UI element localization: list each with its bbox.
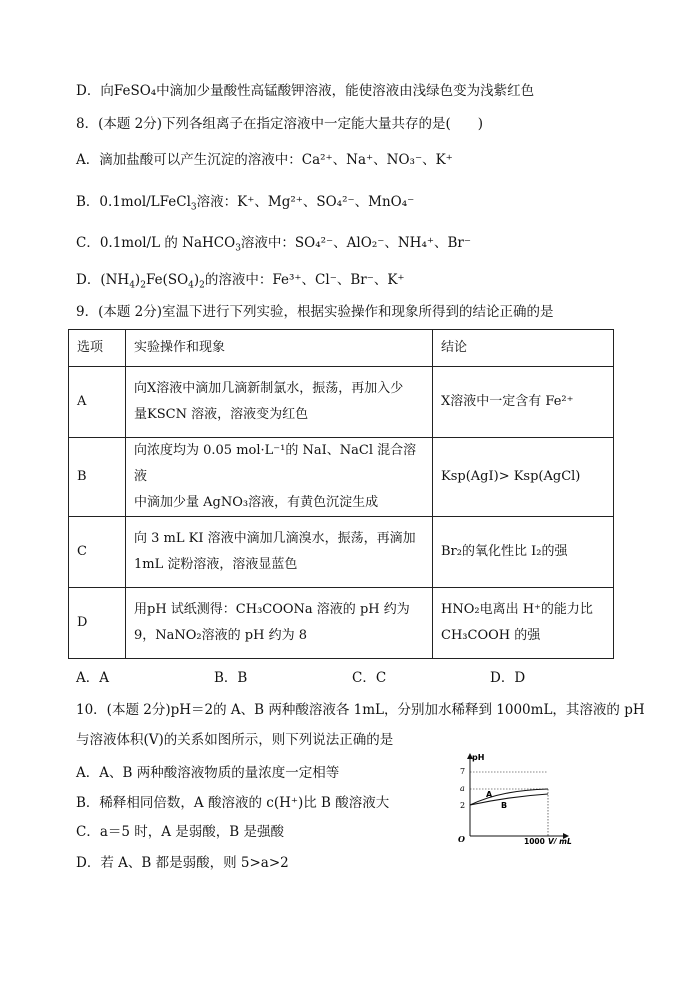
row-option: C [69, 517, 126, 588]
row-option: D [69, 588, 126, 659]
table-row [69, 517, 614, 588]
x-axis-label: V/ mL [548, 837, 572, 844]
q8-option-b: B．0.1mol/LFeCl$_3$溶液：K⁺、Mg²⁺、SO₄²⁻、MnO₄⁻ [76, 194, 415, 213]
q8-option-c-ions: SO₄²⁻、AlO₂⁻、NH₄⁺、Br⁻ [294, 235, 471, 251]
q9-table [68, 329, 614, 659]
q10-option-a: A．A、B 两种酸溶液物质的量浓度一定相等 [76, 765, 340, 781]
q8-option-a: A．滴加盐酸可以产生沉淀的溶液中：Ca²⁺、Na⁺、NO₃⁻、K⁺ [76, 152, 453, 168]
q9-answer-c: C．C [352, 670, 387, 686]
y-axis-label: pH [472, 753, 485, 762]
q8-option-c: C．0.1mol/L 的 NaHCO$_3$溶液中：SO₄²⁻、AlO₂⁻、NH₄⁺、Br⁻ [76, 235, 471, 254]
q10-option-c: C．a＝5 时，A 是弱酸，B 是强酸 [76, 824, 285, 840]
row-option: B [69, 438, 126, 517]
origin-label: O [458, 834, 465, 844]
q8-option-d-ions: Fe³⁺、Cl⁻、Br⁻、K⁺ [272, 272, 405, 288]
q8-option-d: D．$(NH_4)_2Fe(SO_4)_2$的溶液中：Fe³⁺、Cl⁻、Br⁻、K⁺ [76, 272, 405, 291]
q9-stem: 9．(本题 2分)室温下进行下列实验，根据实验操作和现象所得到的结论正确的是 [76, 304, 554, 320]
row-conclusion: Ksp(AgI)> Ksp(AgCl) [433, 438, 614, 517]
curve-a-label: A [486, 790, 493, 799]
x-tick-1000: 1000 [524, 837, 545, 844]
curve-b-label: B [501, 801, 508, 810]
row-conclusion: HNO₂电离出 H⁺的能力比 CH₃COOH 的强 [433, 588, 614, 659]
q10-stem-line2: 与溶液体积(V)的关系如图所示，则下列说法正确的是 [76, 732, 394, 748]
q9-answer-a: A．A [76, 670, 109, 686]
q8-option-b-ions: K⁺、Mg²⁺、SO₄²⁻、MnO₄⁻ [237, 194, 415, 210]
table-row [69, 438, 614, 517]
q7-option-d-text: D．向FeSO₄中滴加少量酸性高锰酸钾溶液，能使溶液由浅绿色变为浅紫红色 [76, 83, 535, 99]
table-header-row [69, 330, 614, 367]
table-row [69, 367, 614, 438]
table-row [69, 588, 614, 659]
tick-2: 2 [460, 801, 466, 810]
row-conclusion: Br₂的氧化性比 I₂的强 [433, 517, 614, 588]
q8-option-a-ions: Ca²⁺、Na⁺、NO₃⁻、K⁺ [301, 152, 453, 168]
q10-option-d: D．若 A、B 都是弱酸，则 5>a>2 [76, 855, 289, 871]
row-operation: 向浓度均为 0.05 mol·L⁻¹的 NaI、NaCl 混合溶液 中滴加少量 AgNO₃溶液，有黄色沉淀生成 [126, 438, 433, 517]
q9-answer-d: D．D [490, 670, 526, 686]
q8-stem: 8．(本题 2分)下列各组离子在指定溶液中一定能大量共存的是( ) [76, 116, 484, 132]
header-operation: 实验操作和现象 [126, 330, 433, 367]
header-option: 选项 [69, 330, 126, 367]
header-conclusion: 结论 [433, 330, 614, 367]
row-conclusion: X溶液中一定含有 Fe²⁺ [433, 367, 614, 438]
q9-answer-b: B．B [214, 670, 248, 686]
q7-option-d [76, 81, 534, 101]
tick-a: a [460, 784, 465, 793]
row-operation: 用pH 试纸测得：CH₃COONa 溶液的 pH 约为 9，NaNO₂溶液的 pH 约为 8 [126, 588, 433, 659]
curve-b [470, 794, 548, 805]
tick-7: 7 [460, 767, 466, 776]
row-operation: 向X溶液中滴加几滴新制氯水，振荡，再加入少 量KSCN 溶液，溶液变为红色 [126, 367, 433, 438]
q10-option-b: B．稀释相同倍数，A 酸溶液的 c(H⁺)比 B 酸溶液大 [76, 795, 390, 811]
row-operation: 向 3 mL KI 溶液中滴加几滴溴水，振荡，再滴加 1mL 淀粉溶液，溶液显蓝色 [126, 517, 433, 588]
ph-volume-graph [448, 752, 588, 844]
q10-stem-line1: 10．(本题 2分)pH＝2的 A、B 两种酸溶液各 1mL，分别加水稀释到 1000mL，其溶液的 pH [76, 702, 645, 718]
row-option: A [69, 367, 126, 438]
